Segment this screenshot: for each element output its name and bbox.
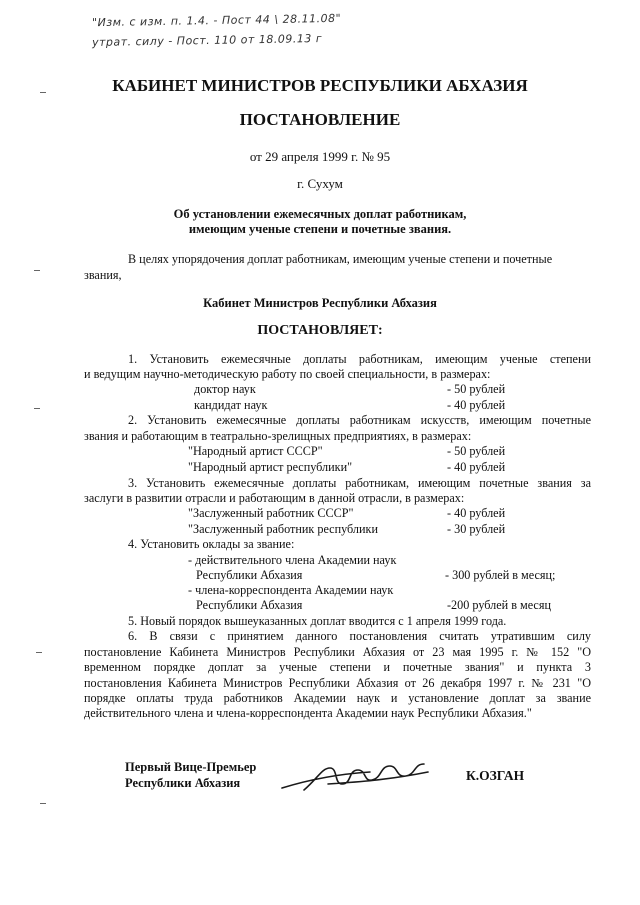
item3-line1: 3. Установить ежемесячные доплаты работникам, имеющим почетные звания за — [128, 476, 591, 490]
handwritten-note-line2: утрат. силу - Пост. 110 от 18.09.13 г — [91, 31, 323, 50]
item6-line: порядке оплаты труда работников Академии наук и установление доплат за звание — [84, 691, 591, 705]
item1-row-amount: - 50 рублей — [447, 382, 506, 396]
item4-row-amount: -200 рублей в месяц — [447, 598, 551, 612]
item2-line2: звания и работающим в театрально-зрелищных предприятиях, в размерах: — [84, 429, 472, 443]
item1-row-label: кандидат наук — [194, 398, 268, 412]
item4-row-label: Республики Абхазия — [196, 568, 303, 582]
item3-line2: заслуги в развитии отрасли и работающим в данной отрасли, в размерах: — [84, 491, 465, 505]
signatory-position-line2: Республики Абхазия — [125, 776, 241, 790]
organization-title: КАБИНЕТ МИНИСТРОВ РЕСПУБЛИКИ АБХАЗИЯ — [112, 76, 528, 95]
item6-line: временном порядке доплат за ученые степени и почетные звания" и пункта 3 — [84, 660, 591, 674]
signatory-name: К.ОЗГАН — [466, 768, 525, 783]
item4-row-label: - действительного члена Академии наук — [188, 553, 397, 567]
issuer: Кабинет Министров Республики Абхазия — [203, 296, 437, 310]
item6-line: постановления Кабинета Министров Республики Абхазия от 26 декабря 1997 г. № 231 "О — [84, 676, 591, 690]
item2-row-label: "Народный артист республики" — [188, 460, 353, 474]
item3-row-amount: - 30 рублей — [447, 522, 506, 536]
item6-line: 6. В связи с принятием данного постановления считать утратившим силу — [128, 629, 591, 643]
item5: 5. Новый порядок вышеуказанных доплат вводится с 1 апреля 1999 года. — [128, 614, 507, 628]
preamble-line1: В целях упорядочения доплат работникам, имеющим ученые степени и почетные — [128, 252, 553, 266]
item2-row-amount: - 50 рублей — [447, 444, 506, 458]
handwritten-note-line1: "Изм. с изм. п. 1.4. - Пост 44 \ 28.11.08" — [91, 11, 342, 30]
item2-row-label: "Народный артист СССР" — [188, 444, 323, 458]
scan-mark — [36, 652, 42, 653]
preamble-line2: звания, — [84, 268, 122, 282]
item3-row-label: "Заслуженный работник СССР" — [188, 506, 354, 520]
item1-line2: и ведущим научно-методическую работу по своей специальности, в размерах: — [84, 367, 491, 381]
scan-mark — [40, 803, 46, 804]
item1-row-label: доктор наук — [194, 382, 256, 396]
title-line1: Об установлении ежемесячных доплат работникам, — [173, 207, 467, 221]
item2-row-amount: - 40 рублей — [447, 460, 506, 474]
item4-row-amount: - 300 рублей в месяц; — [445, 568, 556, 582]
item4-row-label: Республики Абхазия — [196, 598, 303, 612]
signature-scribble — [278, 750, 438, 800]
date-number: от 29 апреля 1999 г. № 95 — [249, 149, 391, 164]
item1-line1: 1. Установить ежемесячные доплаты работникам, имеющим ученые степени — [128, 352, 591, 366]
item4-line1: 4. Установить оклады за звание: — [128, 537, 295, 551]
scan-mark — [34, 270, 40, 271]
item4-row-label: - члена-корреспондента Академии наук — [188, 583, 394, 597]
signatory-position-line1: Первый Вице-Премьер — [125, 760, 257, 774]
title-line2: имеющим ученые степени и почетные звания. — [188, 222, 452, 236]
item3-row-amount: - 40 рублей — [447, 506, 506, 520]
item6-line: действительного члена и члена-корреспондента Академии наук Республики Абхазия." — [84, 706, 532, 720]
item6-line: постановление Кабинета Министров Республики Абхазия от 23 мая 1995 г. № 152 "О — [84, 645, 591, 659]
decree-word: ПОСТАНОВЛЯЕТ: — [257, 323, 383, 338]
scan-mark — [34, 408, 40, 409]
item2-line1: 2. Установить ежемесячные доплаты работникам искусств, имеющим почетные — [128, 413, 591, 427]
city: г. Сухум — [297, 176, 343, 191]
item3-row-label: "Заслуженный работник республики — [188, 522, 378, 536]
doc-type: ПОСТАНОВЛЕНИЕ — [239, 110, 401, 129]
item1-row-amount: - 40 рублей — [447, 398, 506, 412]
